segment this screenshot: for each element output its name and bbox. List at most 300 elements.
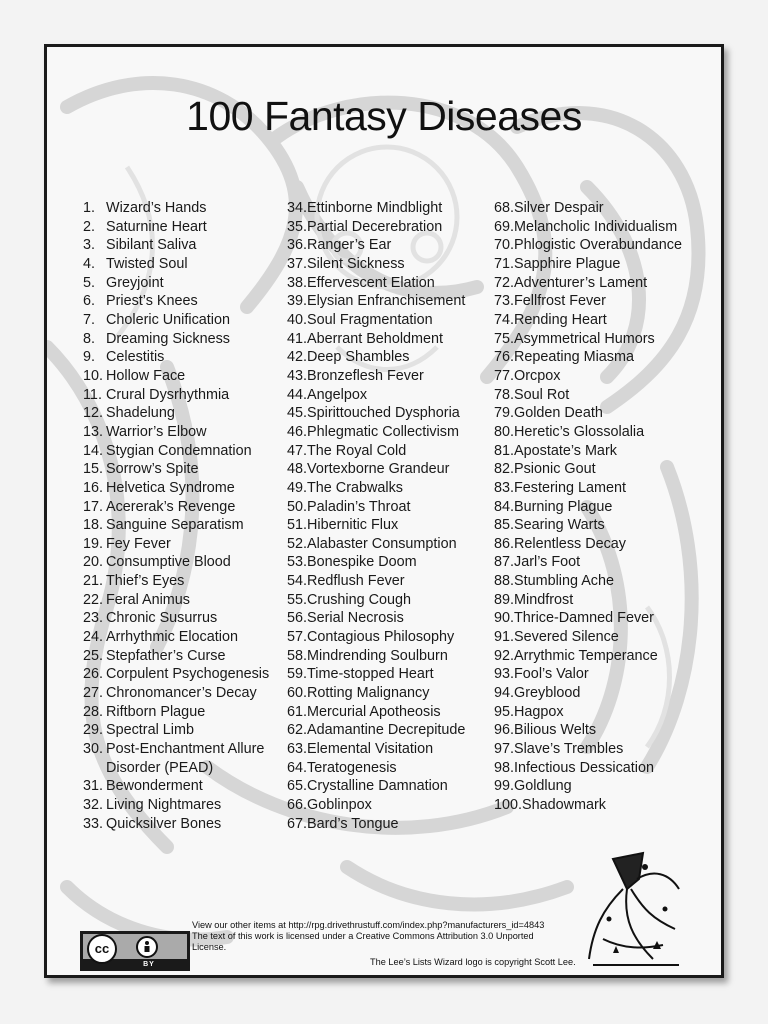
- disease-name: Stumbling Ache: [514, 573, 615, 590]
- disease-list-item: [83, 292, 269, 311]
- disease-number: 73.: [494, 293, 515, 310]
- disease-name: Feral Animus: [106, 591, 190, 608]
- disease-number: 32.: [83, 797, 104, 813]
- disease-name: Dreaming Sickness: [106, 330, 230, 347]
- disease-name: Effervescent Elation: [307, 274, 435, 291]
- disease-number: 58.: [287, 647, 308, 664]
- disease-number: 66.: [287, 797, 308, 813]
- disease-name: Slave’s Trembles: [514, 741, 624, 758]
- disease-list-item: [83, 442, 269, 461]
- disease-name: Shadowmark: [522, 797, 606, 813]
- disease-number: 6.: [83, 293, 96, 310]
- disease-list-item: [83, 236, 269, 255]
- disease-list-item: [83, 479, 269, 498]
- disease-name: Mindfrost: [514, 591, 574, 608]
- disease-name: Fey Fever: [106, 535, 171, 552]
- disease-name: Spirittouched Dysphoria: [307, 405, 460, 422]
- disease-number: 25.: [83, 647, 104, 664]
- disease-number: 64.: [287, 759, 308, 776]
- disease-number: 99.: [494, 778, 515, 795]
- disease-list-item: [83, 628, 269, 647]
- disease-list-item: [287, 311, 465, 330]
- disease-number: 36.: [287, 237, 308, 254]
- disease-list-item: [83, 386, 269, 405]
- disease-number: 9.: [83, 349, 96, 366]
- disease-list-item: [494, 759, 682, 778]
- disease-name: Jarl’s Foot: [514, 554, 581, 571]
- disease-list-item: [287, 367, 465, 386]
- disease-number: 43.: [287, 367, 308, 384]
- disease-list-item: [287, 721, 465, 740]
- disease-name: Bonespike Doom: [307, 554, 417, 571]
- disease-number: 48.: [287, 461, 308, 478]
- disease-list-item: [494, 367, 682, 386]
- disease-list-item: [287, 684, 465, 703]
- disease-list-item: [494, 311, 682, 330]
- disease-list-item: [494, 703, 682, 722]
- disease-list-item: [83, 609, 269, 628]
- footer-text: [192, 920, 592, 954]
- disease-list-item: [494, 535, 682, 554]
- disease-name: Melancholic Individualism: [514, 218, 678, 235]
- disease-list-item: [494, 292, 682, 311]
- disease-number: 37.: [287, 255, 308, 272]
- disease-column-1: [83, 199, 269, 833]
- disease-list-item: [494, 404, 682, 423]
- disease-name: Phlegmatic Collectivism: [307, 423, 459, 440]
- disease-list-item: [287, 330, 465, 349]
- disease-name: Golden Death: [514, 405, 603, 422]
- disease-name: The Royal Cold: [307, 442, 407, 459]
- disease-number: 31.: [83, 778, 104, 795]
- disease-number: 38.: [287, 274, 308, 291]
- disease-name: Arrythmic Temperance: [514, 647, 658, 664]
- disease-name: Wizard’s Hands: [106, 200, 207, 216]
- disease-list-item: [287, 609, 465, 628]
- logo-credit: The Lee’s Lists Wizard logo is copyright Scott Lee.: [370, 957, 576, 967]
- disease-number: 92.: [494, 647, 515, 664]
- disease-number: 16.: [83, 479, 104, 496]
- disease-list-item: [287, 815, 465, 834]
- disease-name: Sanguine Separatism: [106, 517, 244, 534]
- disease-list-item: [83, 516, 269, 535]
- disease-name: Bronzeflesh Fever: [307, 367, 424, 384]
- disease-number: 24.: [83, 629, 104, 646]
- disease-number: 84.: [494, 498, 515, 515]
- disease-name: Hibernitic Flux: [307, 517, 399, 534]
- disease-list-item: [494, 609, 682, 628]
- footer-link-line[interactable]: View our other items at http://rpg.drivethrustuff.com/index.php?manufacturers_id=4843: [192, 920, 545, 930]
- disease-number: 28.: [83, 703, 104, 720]
- disease-number: 79.: [494, 405, 515, 422]
- disease-name: Angelpox: [307, 386, 368, 403]
- disease-number: 81.: [494, 442, 515, 459]
- disease-name: Searing Warts: [514, 517, 605, 534]
- disease-name: Heretic’s Glossolalia: [514, 423, 645, 440]
- disease-list-item: [83, 199, 269, 218]
- disease-number: 98.: [494, 759, 515, 776]
- disease-number: 1.: [83, 200, 96, 216]
- disease-name: Mercurial Apotheosis: [307, 703, 441, 720]
- disease-name: Deep Shambles: [307, 349, 410, 366]
- disease-list-item: [287, 535, 465, 554]
- disease-name: Stepfather’s Curse: [106, 647, 226, 664]
- disease-number: 61.: [287, 703, 308, 720]
- disease-name: Contagious Philosophy: [307, 629, 455, 646]
- disease-number: 62.: [287, 722, 308, 739]
- disease-name: Celestitis: [106, 349, 165, 366]
- disease-name: Soul Fragmentation: [307, 311, 433, 328]
- disease-name: Spectral Limb: [106, 722, 194, 739]
- disease-list-item: [287, 423, 465, 442]
- wizard-logo-icon: [583, 849, 687, 973]
- disease-number: 75.: [494, 330, 515, 347]
- disease-number: 80.: [494, 423, 515, 440]
- disease-number: 93.: [494, 666, 515, 683]
- disease-number: 45.: [287, 405, 308, 422]
- disease-number: 69.: [494, 218, 515, 235]
- disease-number: 14.: [83, 442, 104, 459]
- disease-list-item: [494, 516, 682, 535]
- disease-name: Orcpox: [514, 367, 561, 384]
- disease-name: Bilious Welts: [514, 722, 597, 739]
- disease-number: 46.: [287, 423, 308, 440]
- disease-name: Goldlung: [514, 778, 572, 795]
- disease-list-item: [287, 460, 465, 479]
- disease-name: Sibilant Saliva: [106, 237, 197, 254]
- disease-list-item: [83, 423, 269, 442]
- disease-list-item: [494, 498, 682, 517]
- disease-name: Fellfrost Fever: [514, 293, 606, 310]
- disease-name: Arrhythmic Elocation: [106, 629, 238, 646]
- disease-number: 57.: [287, 629, 308, 646]
- disease-number: 50.: [287, 498, 308, 515]
- disease-name: Sapphire Plague: [514, 255, 621, 272]
- disease-number: 90.: [494, 610, 515, 627]
- disease-number: 56.: [287, 610, 308, 627]
- disease-list-item: [287, 292, 465, 311]
- disease-number: 100.: [494, 797, 523, 813]
- disease-number: 67.: [287, 815, 308, 832]
- disease-list-item: [494, 274, 682, 293]
- disease-name: Bewonderment: [106, 778, 203, 795]
- disease-list-item: [287, 628, 465, 647]
- disease-number: 82.: [494, 461, 515, 478]
- disease-list-item: [83, 777, 269, 796]
- disease-name: Partial Decerebration: [307, 218, 443, 235]
- disease-list-item: [287, 777, 465, 796]
- disease-list-item: [494, 330, 682, 349]
- disease-name: Crushing Cough: [307, 591, 412, 608]
- disease-column-2: [287, 199, 465, 833]
- disease-name: Elemental Visitation: [307, 741, 434, 758]
- disease-number: 54.: [287, 573, 308, 590]
- disease-number: 74.: [494, 311, 515, 328]
- disease-number: 17.: [83, 498, 104, 515]
- page-frame: [44, 44, 724, 978]
- disease-list-item: [494, 796, 682, 815]
- disease-number: 49.: [287, 479, 308, 496]
- disease-name: Vortexborne Grandeur: [307, 461, 450, 478]
- disease-list-item: [83, 703, 269, 722]
- disease-list-item: [83, 815, 269, 834]
- disease-list-item: [83, 274, 269, 293]
- disease-name: Severed Silence: [514, 629, 619, 646]
- disease-name: Quicksilver Bones: [106, 815, 222, 832]
- disease-name: Living Nightmares: [106, 797, 222, 813]
- disease-list-item: [287, 665, 465, 684]
- disease-name: Thrice-Damned Fever: [514, 610, 654, 627]
- disease-list-item: [494, 647, 682, 666]
- disease-list-item: [287, 442, 465, 461]
- disease-number: 70.: [494, 237, 515, 254]
- disease-name: Acererak’s Revenge: [106, 498, 236, 515]
- disease-list-item: [287, 516, 465, 535]
- attribution-person-icon: [136, 936, 158, 958]
- cc-icon: cc: [87, 934, 117, 964]
- disease-number: 19.: [83, 535, 104, 552]
- disease-number: 13.: [83, 423, 104, 440]
- disease-list-item: [83, 572, 269, 591]
- disease-name: Asymmetrical Humors: [514, 330, 655, 347]
- disease-list-item: [287, 796, 465, 815]
- disease-list-item: [83, 647, 269, 666]
- disease-number: 8.: [83, 330, 96, 347]
- disease-name: Greyblood: [514, 685, 581, 702]
- disease-name: Soul Rot: [514, 386, 570, 403]
- disease-list-item: [83, 591, 269, 610]
- disease-list-item: [83, 535, 269, 554]
- disease-number: 60.: [287, 685, 308, 702]
- disease-name: Saturnine Heart: [106, 218, 207, 235]
- disease-number: 23.: [83, 610, 104, 627]
- disease-list-item: [83, 498, 269, 517]
- disease-list-item: [494, 199, 682, 218]
- disease-list-item: [494, 423, 682, 442]
- disease-list-item: [494, 740, 682, 759]
- disease-list-item: [83, 255, 269, 274]
- disease-name: Riftborn Plague: [106, 703, 206, 720]
- disease-number: 5.: [83, 274, 96, 291]
- disease-name: Teratogenesis: [307, 759, 397, 776]
- disease-name: Shadelung: [106, 405, 175, 422]
- disease-list-item: [494, 628, 682, 647]
- disease-number: 29.: [83, 722, 104, 739]
- disease-name: Warrior’s Elbow: [106, 423, 207, 440]
- disease-list-item: [287, 274, 465, 293]
- disease-number: 97.: [494, 741, 515, 758]
- disease-number: 55.: [287, 591, 308, 608]
- disease-name: Fool’s Valor: [514, 666, 589, 683]
- disease-name: Adventurer’s Lament: [514, 274, 648, 291]
- disease-number: 78.: [494, 386, 515, 403]
- disease-name: Time-stopped Heart: [307, 666, 434, 683]
- disease-number: 7.: [83, 311, 96, 328]
- disease-name: Sorrow’s Spite: [106, 461, 199, 478]
- disease-list-item: [494, 777, 682, 796]
- disease-list-item: [83, 367, 269, 386]
- disease-list-item: [287, 255, 465, 274]
- disease-number: 77.: [494, 367, 515, 384]
- disease-list-item: [287, 740, 465, 759]
- disease-number: 12.: [83, 405, 104, 422]
- disease-name: Post-Enchantment Allure Disorder (PEAD): [106, 741, 265, 776]
- disease-list-item: [83, 553, 269, 572]
- disease-name: Elysian Enfranchisement: [307, 293, 466, 310]
- disease-number: 40.: [287, 311, 308, 328]
- disease-list-item: [83, 460, 269, 479]
- disease-number: 3.: [83, 237, 96, 254]
- disease-number: 89.: [494, 591, 515, 608]
- disease-name: Burning Plague: [514, 498, 613, 515]
- disease-list-item: [287, 479, 465, 498]
- disease-number: 71.: [494, 255, 515, 272]
- disease-number: 42.: [287, 349, 308, 366]
- disease-number: 83.: [494, 479, 515, 496]
- license-line-end: License.: [192, 942, 227, 953]
- disease-number: 20.: [83, 554, 104, 571]
- disease-number: 86.: [494, 535, 515, 552]
- disease-number: 52.: [287, 535, 308, 552]
- disease-name: Alabaster Consumption: [307, 535, 457, 552]
- disease-number: 35.: [287, 218, 308, 235]
- disease-name: Hagpox: [514, 703, 564, 720]
- disease-name: Goblinpox: [307, 797, 372, 813]
- disease-number: 51.: [287, 517, 308, 534]
- disease-name: Aberrant Beholdment: [307, 330, 444, 347]
- disease-name: Twisted Soul: [106, 255, 188, 272]
- disease-number: 10.: [83, 367, 104, 384]
- disease-number: 4.: [83, 255, 96, 272]
- disease-name: Silver Despair: [514, 200, 604, 216]
- disease-name: Rotting Malignancy: [307, 685, 430, 702]
- disease-list-item: [494, 236, 682, 255]
- disease-name: Apostate’s Mark: [514, 442, 617, 459]
- disease-list-item: [494, 218, 682, 237]
- disease-name: Relentless Decay: [514, 535, 626, 552]
- disease-number: 87.: [494, 554, 515, 571]
- disease-number: 2.: [83, 218, 96, 235]
- disease-number: 96.: [494, 722, 515, 739]
- disease-number: 95.: [494, 703, 515, 720]
- disease-number: 44.: [287, 386, 308, 403]
- by-label: BY: [143, 961, 155, 968]
- disease-list-item: [287, 553, 465, 572]
- disease-name: Psionic Gout: [514, 461, 596, 478]
- disease-name: Chronic Susurrus: [106, 610, 218, 627]
- disease-number: 91.: [494, 629, 515, 646]
- disease-name: Bard’s Tongue: [307, 815, 399, 832]
- disease-number: 15.: [83, 461, 104, 478]
- disease-name: Paladin’s Throat: [307, 498, 411, 515]
- disease-name: The Crabwalks: [307, 479, 403, 496]
- disease-number: 65.: [287, 778, 308, 795]
- disease-list-item: [287, 218, 465, 237]
- disease-number: 30.: [83, 741, 104, 758]
- disease-name: Ettinborne Mindblight: [307, 200, 443, 216]
- disease-list-item: [83, 740, 269, 777]
- disease-name: Priest’s Knees: [106, 293, 198, 310]
- disease-list-item: [83, 404, 269, 423]
- disease-list-item: [287, 591, 465, 610]
- disease-list-item: [494, 684, 682, 703]
- disease-list-item: [494, 721, 682, 740]
- disease-name: Mindrending Soulburn: [307, 647, 448, 664]
- disease-list-item: [287, 572, 465, 591]
- disease-name: Infectious Dessication: [514, 759, 654, 776]
- disease-name: Thief’s Eyes: [106, 573, 185, 590]
- disease-name: Helvetica Syndrome: [106, 479, 235, 496]
- disease-number: 34.: [287, 200, 308, 216]
- disease-name: Repeating Miasma: [514, 349, 634, 366]
- disease-number: 33.: [83, 815, 104, 832]
- disease-name: Consumptive Blood: [106, 554, 231, 571]
- disease-list-item: [287, 647, 465, 666]
- disease-name: Serial Necrosis: [307, 610, 404, 627]
- disease-list-item: [494, 460, 682, 479]
- disease-list-item: [83, 665, 269, 684]
- disease-list-item: [494, 479, 682, 498]
- disease-number: 53.: [287, 554, 308, 571]
- disease-number: 11.: [83, 386, 102, 403]
- disease-name: Stygian Condemnation: [106, 442, 252, 459]
- disease-list-item: [83, 796, 269, 815]
- disease-number: 22.: [83, 591, 104, 608]
- disease-list-item: [83, 218, 269, 237]
- disease-list-item: [494, 591, 682, 610]
- disease-column-3: [494, 199, 682, 815]
- disease-list-item: [287, 498, 465, 517]
- disease-list-item: [494, 255, 682, 274]
- disease-name: Adamantine Decrepitude: [307, 722, 466, 739]
- disease-list-item: [287, 199, 465, 218]
- disease-name: Crystalline Damnation: [307, 778, 448, 795]
- disease-number: 88.: [494, 573, 515, 590]
- disease-number: 72.: [494, 274, 515, 291]
- disease-number: 47.: [287, 442, 308, 459]
- disease-name: Silent Sickness: [307, 255, 405, 272]
- disease-list-item: [494, 442, 682, 461]
- disease-list-item: [83, 721, 269, 740]
- disease-name: Choleric Unification: [106, 311, 230, 328]
- disease-name: Crural Dysrhythmia: [106, 386, 230, 403]
- disease-name: Rending Heart: [514, 311, 607, 328]
- disease-number: 68.: [494, 200, 515, 216]
- disease-list-item: [494, 553, 682, 572]
- disease-number: 59.: [287, 666, 308, 683]
- disease-list-item: [287, 703, 465, 722]
- creative-commons-by-icon[interactable]: [80, 931, 190, 971]
- disease-number: 27.: [83, 685, 104, 702]
- disease-list-item: [287, 348, 465, 367]
- disease-list-item: [83, 311, 269, 330]
- disease-name: Phlogistic Overabundance: [514, 237, 683, 254]
- disease-number: 39.: [287, 293, 308, 310]
- disease-number: 21.: [83, 573, 104, 590]
- disease-list-item: [287, 404, 465, 423]
- page-title: 100 Fantasy Diseases: [186, 93, 582, 139]
- disease-list-item: [83, 684, 269, 703]
- disease-number: 63.: [287, 741, 308, 758]
- disease-list-item: [287, 386, 465, 405]
- disease-list-item: [83, 348, 269, 367]
- disease-name: Greyjoint: [106, 274, 164, 291]
- disease-list-item: [494, 386, 682, 405]
- disease-number: 26.: [83, 666, 104, 683]
- disease-number: 18.: [83, 517, 104, 534]
- disease-name: Corpulent Psychogenesis: [106, 666, 270, 683]
- disease-name: Hollow Face: [106, 367, 186, 384]
